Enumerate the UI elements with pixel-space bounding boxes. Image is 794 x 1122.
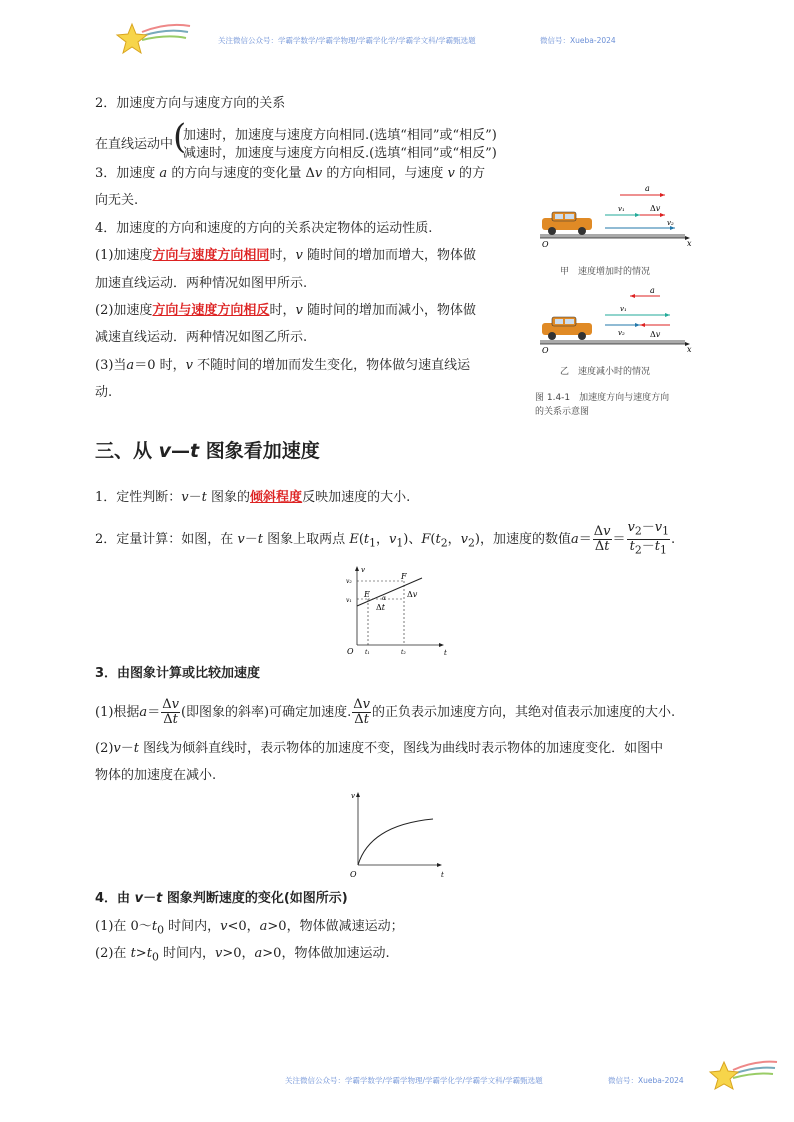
star-logo-bottom: [705, 1056, 780, 1096]
svg-text:x: x: [687, 345, 692, 354]
star-logo-top: [112, 18, 192, 60]
caption-yi: 乙 速度减小时的情况: [560, 367, 651, 377]
sec2-title: 2．加速度方向与速度方向的关系: [95, 96, 286, 111]
svg-text:t₂: t₂: [401, 649, 406, 656]
q1: 1．定性判断：v－t 图象的倾斜程度反映加速度的大小.: [95, 490, 411, 505]
sec4-p2-cont: 减速直线运动．两种情况如图乙所示.: [95, 330, 308, 345]
q4-line2: (2)在 $t>t_0$ 时间内，v>0，a>0，物体做加速运动.: [95, 946, 390, 964]
svg-text:O: O: [350, 870, 357, 879]
svg-text:Δv: Δv: [650, 204, 661, 213]
part3-heading: 三、从 v—t 图象看加速度: [95, 440, 320, 462]
figure-caption-1: 图 1.4-1 加速度方向与速度方向: [535, 393, 670, 403]
svg-text:t: t: [441, 871, 444, 879]
svg-text:O: O: [542, 346, 549, 355]
q4-title: 4．由 v－t 图象判断速度的变化(如图所示): [95, 891, 348, 906]
vt-graph-curve: [345, 790, 450, 880]
svg-text:t: t: [444, 649, 447, 657]
svg-text:Δt: Δt: [376, 603, 385, 612]
sec2-accel: 加速时，加速度与速度方向相同.(选填“相同”或“相反”): [183, 128, 497, 143]
svg-text:a: a: [645, 184, 650, 193]
svg-text:x: x: [687, 239, 692, 248]
sec2-brace-block: [95, 117, 535, 161]
header-wechat: 微信号：Xueba-2024: [540, 36, 616, 45]
svg-text:v₂: v₂: [618, 329, 625, 337]
svg-text:v₁: v₁: [620, 305, 627, 313]
figure-caption-2: 的关系示意图: [535, 407, 590, 417]
sec3-line1: 3．加速度 a 的方向与速度的变化量 Δv 的方向相同，与速度 v 的方: [95, 166, 486, 181]
sec4-p1: (1)加速度方向与速度方向相同时，v 随时间的增加而增大，物体做: [95, 248, 476, 263]
svg-text:v₂: v₂: [667, 219, 674, 227]
svg-text:α: α: [382, 595, 387, 602]
svg-text:O: O: [347, 647, 354, 656]
sec2-decel: 减速时，加速度与速度方向相反.(选填“相同”或“相反”): [183, 146, 497, 161]
svg-text:Δv: Δv: [650, 330, 661, 339]
sec2-lead: 在直线运动中: [95, 137, 174, 152]
svg-text:t₁: t₁: [365, 649, 370, 656]
footer-wechat: 微信号：Xueba-2024: [608, 1076, 684, 1085]
svg-text:v: v: [361, 566, 365, 574]
q3-line1: (1)根据a＝ $\frac{\Delta v}{\Delta t}$ (即图象的斜率)可确定加速度. $\frac{\Delta v}{\Delta t}$ 的正负表示加速度方向，其绝对值表示加速度的大小.: [95, 697, 676, 727]
caption-jia: 甲 速度增加时的情况: [560, 267, 651, 277]
car-decel-diagram: [540, 286, 692, 355]
svg-text:F: F: [401, 572, 407, 581]
svg-text:O: O: [542, 240, 549, 249]
brace-icon: (: [173, 117, 187, 157]
q3-line2: (2)v－t 图线为倾斜直线时，表示物体的加速度不变，图线为曲线时表示物体的加速度变化．如图中: [95, 741, 664, 756]
svg-text:Δv: Δv: [407, 590, 418, 599]
header-text: 关注微信公众号：学霸学数学/学霸学物理/学霸学化学/学霸学文科/学霸甄选题: [218, 36, 476, 45]
footer-text: 关注微信公众号：学霸学数学/学霸学物理/学霸学化学/学霸学文科/学霸甄选题: [285, 1076, 543, 1085]
q3-line3: 物体的加速度在减小.: [95, 768, 217, 783]
sec3-line2: 向无关.: [95, 193, 139, 208]
svg-text:v₁: v₁: [346, 597, 352, 604]
q4-line1: (1)在 $0\sim t_0$ 时间内，v<0，a>0，物体做减速运动；: [95, 919, 404, 937]
vt-graph-linear: [342, 562, 452, 658]
car-figure: [530, 178, 700, 418]
svg-text:E: E: [364, 590, 370, 599]
sec4-title: 4．加速度的方向和速度的方向的关系决定物体的运动性质.: [95, 221, 433, 236]
svg-text:v₂: v₂: [346, 578, 352, 585]
car-accel-diagram: [540, 184, 692, 249]
svg-text:v: v: [351, 792, 355, 800]
sec4-p3: (3)当a＝0 时，v 不随时间的增加而发生变化，物体做匀速直线运: [95, 358, 471, 373]
svg-text:v₁: v₁: [618, 205, 625, 213]
q3-title: 3．由图象计算或比较加速度: [95, 666, 261, 681]
svg-text:a: a: [650, 286, 655, 295]
sec4-p2: (2)加速度方向与速度方向相反时，v 随时间的增加而减小，物体做: [95, 303, 476, 318]
sec4-p1-cont: 加速直线运动．两种情况如图甲所示.: [95, 276, 308, 291]
sec4-p3-cont: 动.: [95, 385, 113, 400]
q2: 2．定量计算：如图，在 v－t 图象上取两点 $E(t_1$，$v_1$)、$F(t_2$，$v_2$)，加速度的数值a＝ $\frac{\Delta v}{\Delta t}$ ＝ $\frac{v_2-v_1}{t_2-t_1}$ .: [95, 520, 676, 557]
